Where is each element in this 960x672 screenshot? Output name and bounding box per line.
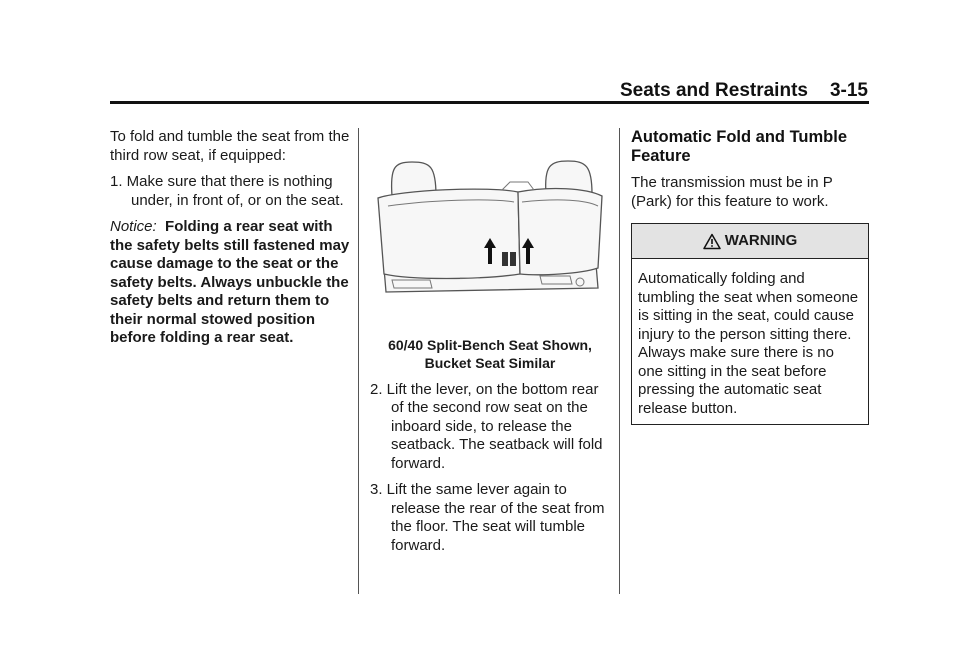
column-2: [370, 128, 610, 563]
step-1: 1. Make sure that there is nothing under, in front of, or on the seat.: [110, 173, 344, 209]
rear-seat-illustration: [370, 156, 610, 304]
figure-caption: 60/40 Split-Bench Seat Shown, Bucket Seat Similar: [388, 336, 592, 371]
intro-paragraph: To fold and tumble the seat from the third row seat, if equipped:: [110, 128, 350, 164]
warning-box: [631, 223, 869, 425]
chapter-title: Seats and Restraints: [620, 80, 808, 101]
notice-text: Folding a rear seat with the safety belts still fastened may cause damage to the seat or the safety belts. Always unbuckle the safety belts and return them to their normal stowed position before folding a rear seat.: [110, 218, 350, 346]
step-2: 2. Lift the lever, on the bottom rear of the second row seat on the inboard side, to release the seatback. The seatback will fold forward.: [370, 380, 603, 472]
notice-label: Notice:: [110, 218, 157, 235]
transmission-paragraph: The transmission must be in P (Park) for this feature to work.: [631, 174, 833, 210]
latch-left: [502, 252, 508, 266]
warning-triangle-icon: [703, 233, 721, 250]
column-divider-1: [358, 128, 359, 594]
latch-right: [510, 252, 516, 266]
warning-text: Automatically folding and tumbling the seat when someone is sitting in the seat, could cause injury to the person sitting there. Always make sure there is no one sitting in the seat before pressing the automatic seat release button.: [638, 270, 859, 417]
warning-title: WARNING: [724, 231, 798, 249]
section-heading: Automatic Fold and Tumble Feature: [631, 128, 848, 165]
notice-paragraph: [110, 218, 350, 348]
step-3: 3. Lift the same lever again to release the rear of the seat from the floor. The seat will tumble forward.: [370, 481, 605, 554]
warning-header: [632, 224, 868, 259]
page-number: 3-15: [829, 80, 868, 101]
column-1: [110, 128, 350, 356]
column-divider-2: [619, 128, 620, 594]
header-rule: [110, 101, 869, 104]
column-3: [631, 128, 871, 425]
left-seatback: [378, 189, 520, 278]
